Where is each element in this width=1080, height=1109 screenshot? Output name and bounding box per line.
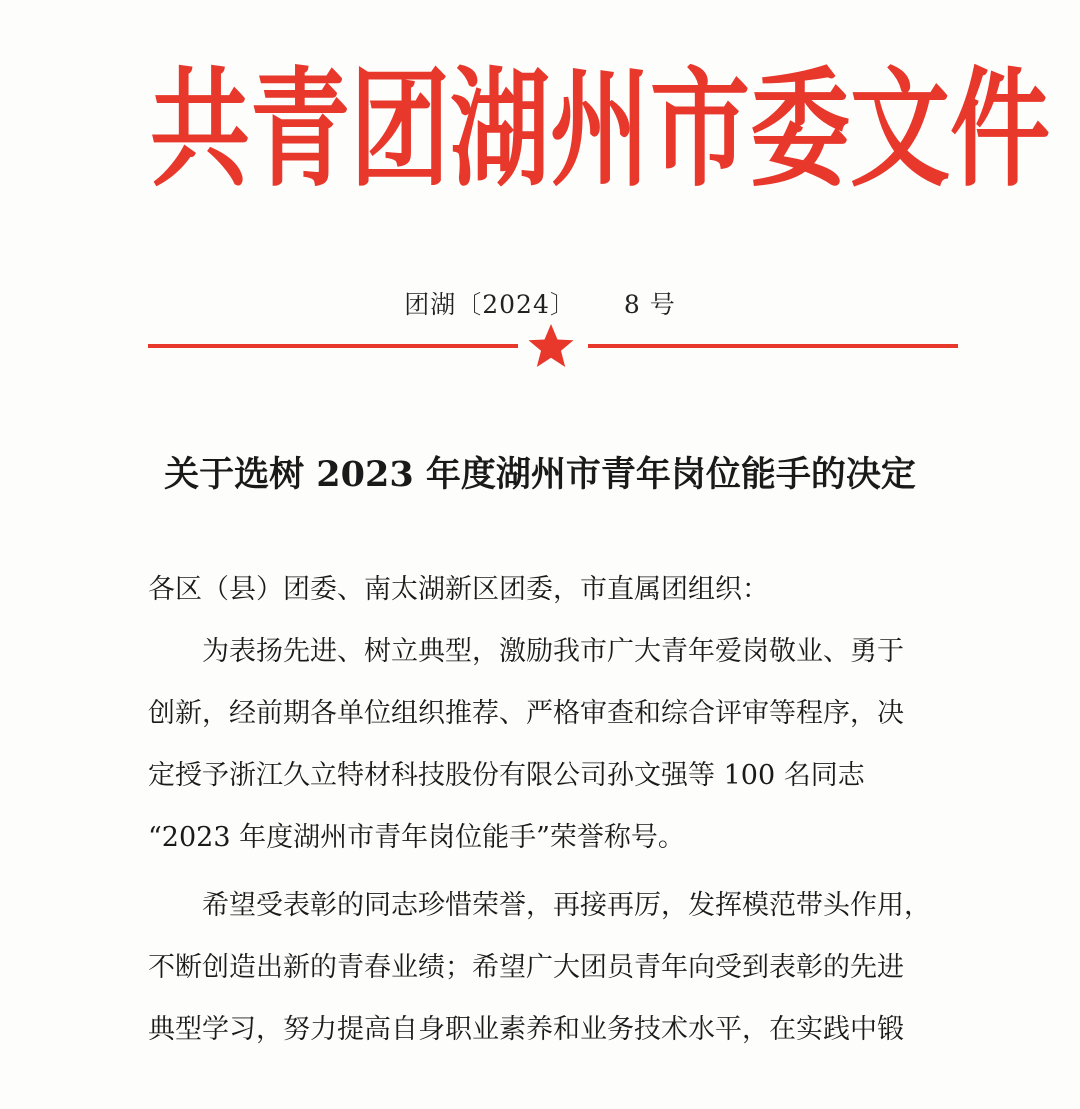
paragraph-line: 不断创造出新的青春业绩；希望广大团员青年向受到表彰的先进 <box>148 952 904 983</box>
org-masthead-title <box>150 54 1050 205</box>
paragraph-line: 定授予浙江久立特材科技股份有限公司孙文强等 100 名同志 <box>148 760 865 791</box>
masthead-char: 州 <box>550 54 650 205</box>
masthead-char: 市 <box>650 54 750 205</box>
masthead-char: 委 <box>750 54 850 205</box>
document-number <box>0 285 1080 325</box>
paragraph-line: 创新，经前期各单位组织推荐、严格审查和综合评审等程序，决 <box>148 698 904 729</box>
salutation: 各区（县）团委、南太湖新区团委，市直属团组织： <box>148 574 769 605</box>
paragraph-line: “2023 年度湖州市青年岗位能手”荣誉称号。 <box>148 822 685 853</box>
paragraph-line: 典型学习，努力提高自身职业素养和业务技术水平，在实践中锻 <box>148 1014 904 1045</box>
document-title: 关于选树 2023 年度湖州市青年岗位能手的决定 <box>164 454 916 495</box>
masthead-char: 共 <box>150 54 250 205</box>
document-number-prefix: 团湖〔2024〕 <box>404 290 576 319</box>
masthead-char: 团 <box>350 54 450 205</box>
paragraph-line: 为表扬先进、树立典型，激励我市广大青年爱岗敬业、勇于 <box>202 636 904 667</box>
masthead-char: 湖 <box>450 54 550 205</box>
divider-line-right <box>588 344 958 348</box>
paragraph-line: 希望受表彰的同志珍惜荣誉，再接再厉，发挥模范带头作用， <box>202 890 931 921</box>
masthead-char: 青 <box>250 54 350 205</box>
masthead-char: 件 <box>950 54 1050 205</box>
star-icon <box>527 322 575 370</box>
divider-line-left <box>148 344 518 348</box>
document-number-suffix: 8 号 <box>623 290 676 319</box>
masthead-char: 文 <box>850 54 950 205</box>
